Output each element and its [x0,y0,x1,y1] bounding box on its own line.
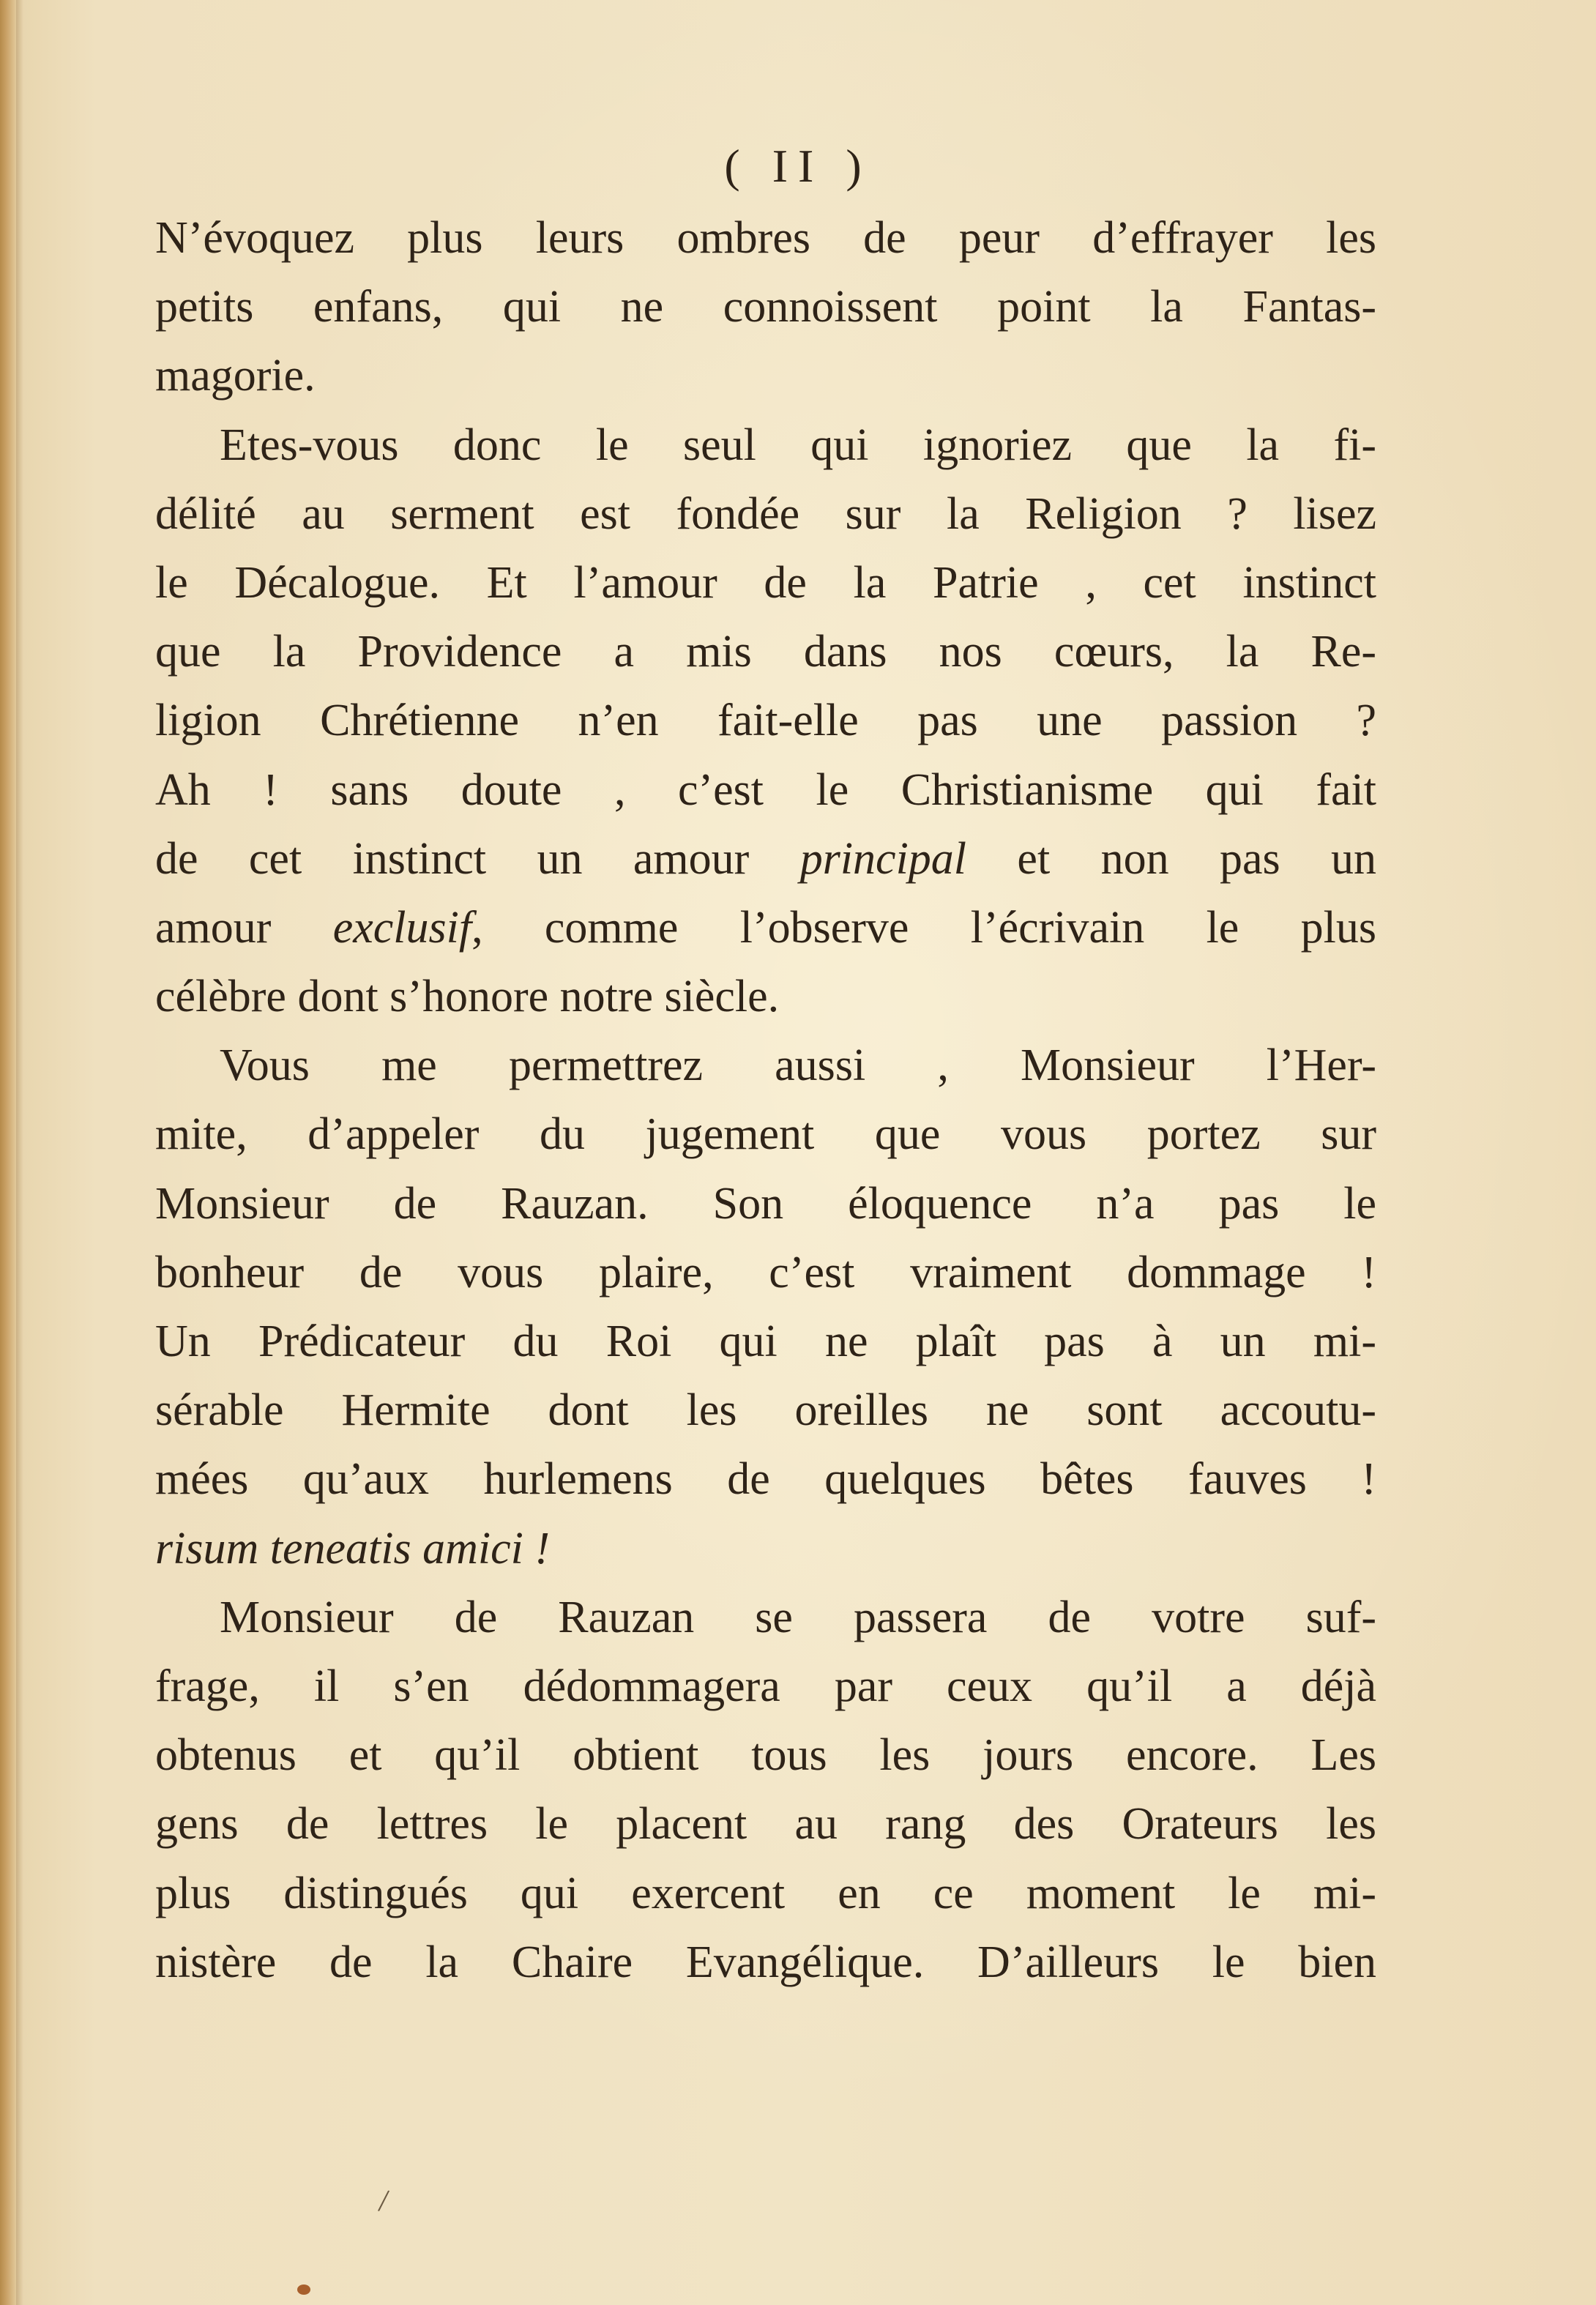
page-binding-shadow [16,0,23,2305]
footer-mark: / [376,2182,391,2219]
text-segment: petits enfans, qui ne connoissent point la Fantas- [155,282,1376,332]
italic-text: risum teneatis amici ! [155,1523,550,1574]
text-line [155,1031,1376,1100]
text-segment: Vous me permettrez aussi , Monsieur l’Her- [220,1040,1376,1091]
text-line [155,617,1376,686]
text-segment: Monsieur de Rauzan se passera de votre suf- [220,1592,1376,1642]
text-segment: plus distingués qui exercent en ce moment le mi- [155,1868,1376,1918]
ink-spot [297,2284,310,2295]
text-segment: , comme l’observe l’écrivain le plus [471,902,1377,953]
text-line [155,480,1376,548]
text-segment: Etes-vous donc le seul qui ignoriez que la fi- [220,420,1376,470]
text-line [155,1307,1376,1376]
text-line [155,756,1376,824]
text-line [155,341,1376,410]
text-line [155,962,1376,1031]
text-segment: amour [155,902,333,953]
italic-text: exclusif [332,902,472,953]
text-line [155,1376,1376,1445]
text-segment: et non pas un [966,833,1376,884]
text-segment: frage, il s’en dédommagera par ceux qu’il a déjà [155,1661,1376,1711]
text-line [155,1169,1376,1238]
text-segment: magorie. [155,351,316,401]
text-line [155,686,1376,755]
page-number: ( II ) [724,140,872,192]
text-segment: mées qu’aux hurlemens de quelques bêtes fauves ! [155,1454,1376,1505]
text-line [155,411,1376,480]
text-segment: N’évoquez plus leurs ombres de peur d’effrayer les [155,213,1376,263]
text-line [155,548,1376,617]
text-segment: que la Providence a mis dans nos cœurs, la Re- [155,627,1376,677]
text-line [155,1721,1376,1790]
text-segment: obtenus et qu’il obtient tous les jours encore. Les [155,1730,1376,1781]
italic-text: principal [799,833,967,884]
text-segment: mite, d’appeler du jugement que vous portez sur [155,1109,1376,1160]
text-line [155,893,1376,962]
text-line [155,1652,1376,1721]
text-line [155,1514,1376,1583]
text-line [155,1583,1376,1652]
text-segment: Un Prédicateur du Roi qui ne plaît pas à un mi- [155,1317,1376,1366]
page-binding-edge [0,0,16,2305]
text-segment: ligion Chrétienne n’en fait-elle pas une passion ? [155,696,1376,746]
text-line [155,1790,1376,1858]
text-line [155,1859,1376,1928]
text-segment: délité au serment est fondée sur la Religion ? lisez [155,488,1376,539]
text-line [155,1445,1376,1513]
text-line [155,204,1376,272]
text-segment: le Décalogue. Et l’amour de la Patrie , cet instinct [155,557,1376,608]
text-line [155,1238,1376,1307]
text-segment: de cet instinct un amour [155,833,800,884]
text-segment: nistère de la Chaire Evangélique. D’ailleurs le bien [155,1937,1376,1987]
text-segment: Ah ! sans doute , c’est le Christianisme qui fait [155,764,1376,815]
text-line [155,1928,1376,1997]
text-line [155,1100,1376,1169]
text-segment: Monsieur de Rauzan. Son éloquence n’a pas le [155,1178,1376,1229]
text-line [155,272,1376,341]
text-segment: célèbre dont s’honore notre siècle. [155,972,780,1022]
text-segment: bonheur de vous plaire, c’est vraiment dommage ! [155,1247,1376,1297]
text-line [155,824,1376,893]
text-segment: sérable Hermite dont les oreilles ne sont accoutu- [155,1385,1376,1436]
text-segment: gens de lettres le placent au rang des Orateurs les [155,1799,1376,1850]
body-text [155,204,1376,1997]
